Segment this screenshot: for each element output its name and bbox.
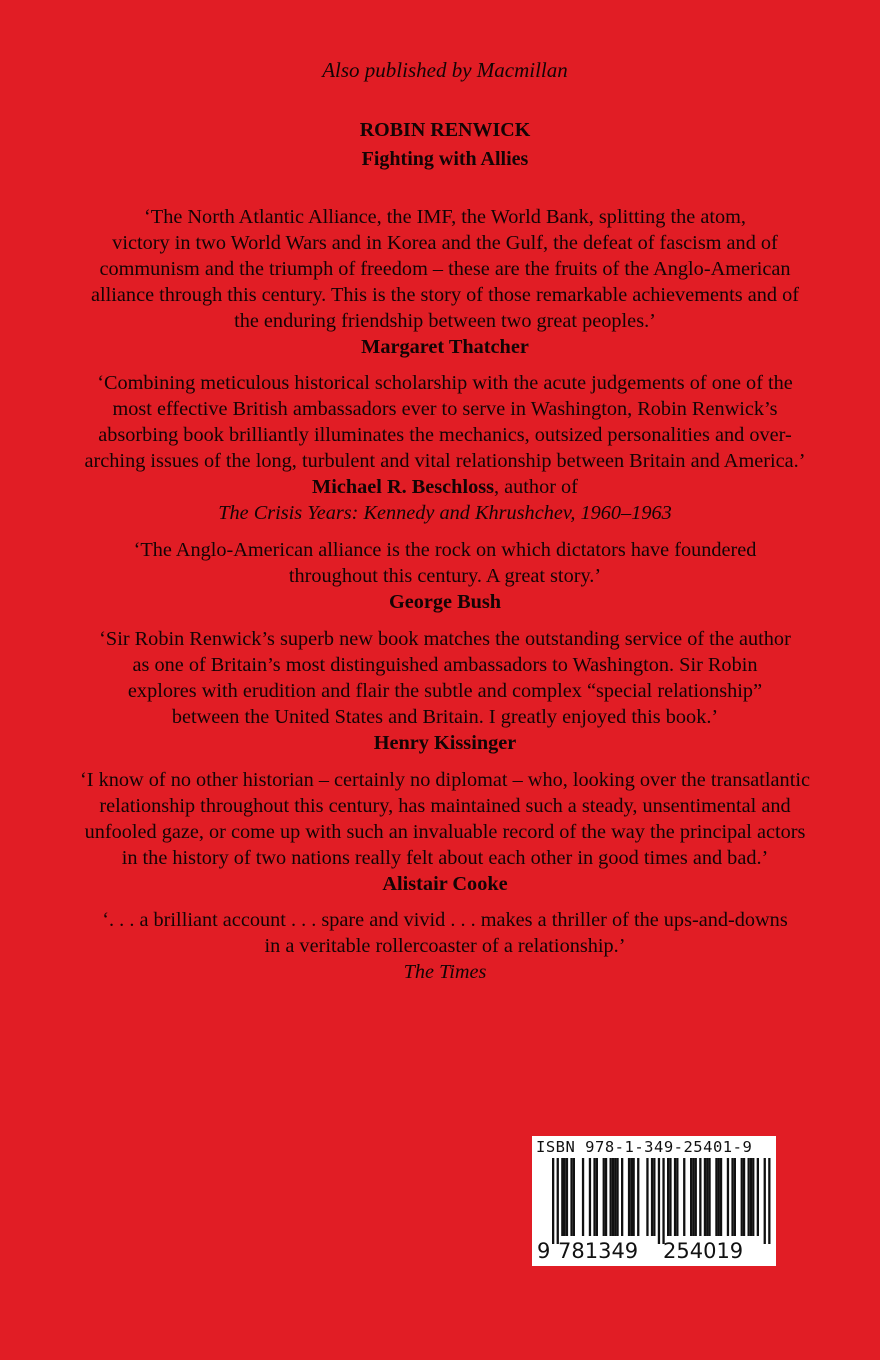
quote-line: as one of Britain’s most distinguished ambassadors to Washington. Sir Robin (132, 654, 758, 676)
barcode-bar (704, 1158, 706, 1236)
barcode-bar (561, 1158, 563, 1236)
quote-line: victory in two World Wars and in Korea and the Gulf, the defeat of fascism and of (112, 232, 778, 254)
barcode-guard-bar (557, 1158, 559, 1244)
quote-attribution (40, 871, 850, 897)
quote-attribution (40, 589, 850, 615)
quote-attribution (40, 730, 850, 756)
barcode-bar (669, 1158, 671, 1236)
attribution-suffix: , author of (494, 476, 578, 498)
barcode-guard-bar (662, 1158, 664, 1244)
barcode-bar (715, 1158, 717, 1236)
barcode-bar (720, 1158, 722, 1236)
also-published-heading: Also published by Macmillan (322, 58, 568, 82)
quote-cooke (40, 767, 850, 897)
barcode-bar (646, 1158, 648, 1236)
ean-right-group: 254019 (663, 1239, 744, 1263)
barcode-bar (690, 1158, 692, 1236)
barcode-guard-bar (764, 1158, 766, 1244)
quote-kissinger (40, 626, 850, 756)
barcode-bar (612, 1158, 614, 1236)
barcode-bar (596, 1158, 598, 1236)
barcode-bar (593, 1158, 595, 1236)
barcode-bar (566, 1158, 568, 1236)
quote-line: most effective British ambassadors ever to serve in Washington, Robin Renwick’s (112, 398, 778, 420)
ean-first-digit: 9 (537, 1239, 551, 1263)
barcode-bar (731, 1158, 733, 1236)
attribution-name: George Bush (388, 591, 502, 613)
quote-thatcher (40, 204, 850, 360)
barcode-bar (667, 1158, 669, 1236)
book-title: Fighting with Allies (361, 148, 529, 170)
barcode-bar (741, 1158, 743, 1236)
quote-beschloss (40, 370, 850, 526)
attribution-name: Henry Kissinger (373, 732, 517, 754)
barcode-bar (570, 1158, 572, 1236)
quote-bush (40, 537, 850, 615)
barcode-bar (582, 1158, 584, 1236)
barcode-bar (708, 1158, 710, 1236)
barcode-bar (718, 1158, 720, 1236)
author-name: ROBIN RENWICK (359, 119, 531, 141)
quote-line: relationship throughout this century, has maintained such a steady, unsentimental and (99, 795, 791, 817)
barcode-bar (706, 1158, 708, 1236)
quote-line: explores with erudition and flair the subtle and complex “special relationship” (127, 680, 763, 702)
quote-line: absorbing book brilliantly illuminates the mechanics, outsized personalities and over- (98, 424, 792, 446)
featured-book (0, 116, 880, 174)
barcode-guard-bar (768, 1158, 770, 1244)
barcode-bar (628, 1158, 630, 1236)
barcode-bar (573, 1158, 575, 1236)
barcode-bar (610, 1158, 612, 1236)
barcode-bar (603, 1158, 605, 1236)
quote-line: arching issues of the long, turbulent and vital relationship between Britain and America.’ (84, 450, 806, 472)
quote-line: unfooled gaze, or come up with such an invaluable record of the way the principal actors (84, 821, 806, 843)
barcode-bar (750, 1158, 752, 1236)
quote-line: ‘The North Atlantic Alliance, the IMF, the World Bank, splitting the atom, (144, 206, 746, 228)
quote-line: between the United States and Britain. I greatly enjoyed this book.’ (171, 706, 719, 728)
quote-times (40, 907, 850, 985)
barcode-bar (757, 1158, 759, 1236)
barcode-bar (683, 1158, 685, 1236)
quote-attribution (40, 959, 850, 985)
barcode-bar (653, 1158, 655, 1236)
barcode-guard-bar (658, 1158, 660, 1244)
quote-line: in a veritable rollercoaster of a relationship.’ (264, 935, 626, 957)
quote-line: in the history of two nations really felt about each other in good times and bad.’ (121, 847, 769, 869)
quote-attribution (40, 474, 850, 500)
barcode-bar (743, 1158, 745, 1236)
barcode-bar (564, 1158, 566, 1236)
barcode-bars (532, 1158, 776, 1244)
quote-line: the enduring friendship between two great peoples.’ (234, 310, 656, 332)
isbn-barcode (532, 1136, 776, 1266)
quote-line: ‘Sir Robin Renwick’s superb new book matches the outstanding service of the author (99, 628, 791, 650)
barcode-bar (589, 1158, 591, 1236)
barcode-bar (637, 1158, 639, 1236)
quote-line: throughout this century. A great story.’ (288, 565, 602, 587)
barcode-bar (752, 1158, 754, 1236)
barcode-bar (734, 1158, 736, 1236)
barcode-bar (633, 1158, 635, 1236)
barcode-bar (605, 1158, 607, 1236)
attribution-name: Margaret Thatcher (361, 336, 529, 358)
ean-left-group: 781349 (558, 1239, 639, 1263)
isbn-label: ISBN 978-1-349-25401-9 (536, 1138, 753, 1156)
quote-attribution (40, 334, 850, 360)
quote-line: ‘The Anglo-American alliance is the rock on which dictators have foundered (133, 539, 757, 561)
quote-line: ‘I know of no other historian – certainly no diplomat – who, looking over the transatlantic (80, 769, 810, 791)
barcode-bar (676, 1158, 678, 1236)
quote-line: alliance through this century. This is the story of those remarkable achievements and of (91, 284, 799, 306)
attribution-name: Michael R. Beschloss (312, 476, 495, 498)
barcode-bar (621, 1158, 623, 1236)
barcode-bar (727, 1158, 729, 1236)
barcode-bar (630, 1158, 632, 1236)
barcode-bar (748, 1158, 750, 1236)
barcode-guard-bar (552, 1158, 554, 1244)
quote-line: ‘. . . a brilliant account . . . spare and vivid . . . makes a thriller of the ups-and-downs (102, 909, 788, 931)
quote-line: ‘Combining meticulous historical scholarship with the acute judgements of one of the (97, 372, 793, 394)
attribution-work-line (40, 500, 850, 526)
barcode-bar (699, 1158, 701, 1236)
barcode-bar (651, 1158, 653, 1236)
attribution-name: Alistair Cooke (382, 873, 508, 895)
attribution-source: The Times (403, 961, 487, 983)
barcode-bar (674, 1158, 676, 1236)
barcode-bar (614, 1158, 616, 1236)
attribution-work: The Crisis Years: Kennedy and Khrushchev, 1960–1963 (218, 502, 672, 524)
barcode-bar (616, 1158, 618, 1236)
barcode-bar (695, 1158, 697, 1236)
barcode-bar (692, 1158, 694, 1236)
quote-line: communism and the triumph of freedom – these are the fruits of the Anglo-American (99, 258, 791, 280)
